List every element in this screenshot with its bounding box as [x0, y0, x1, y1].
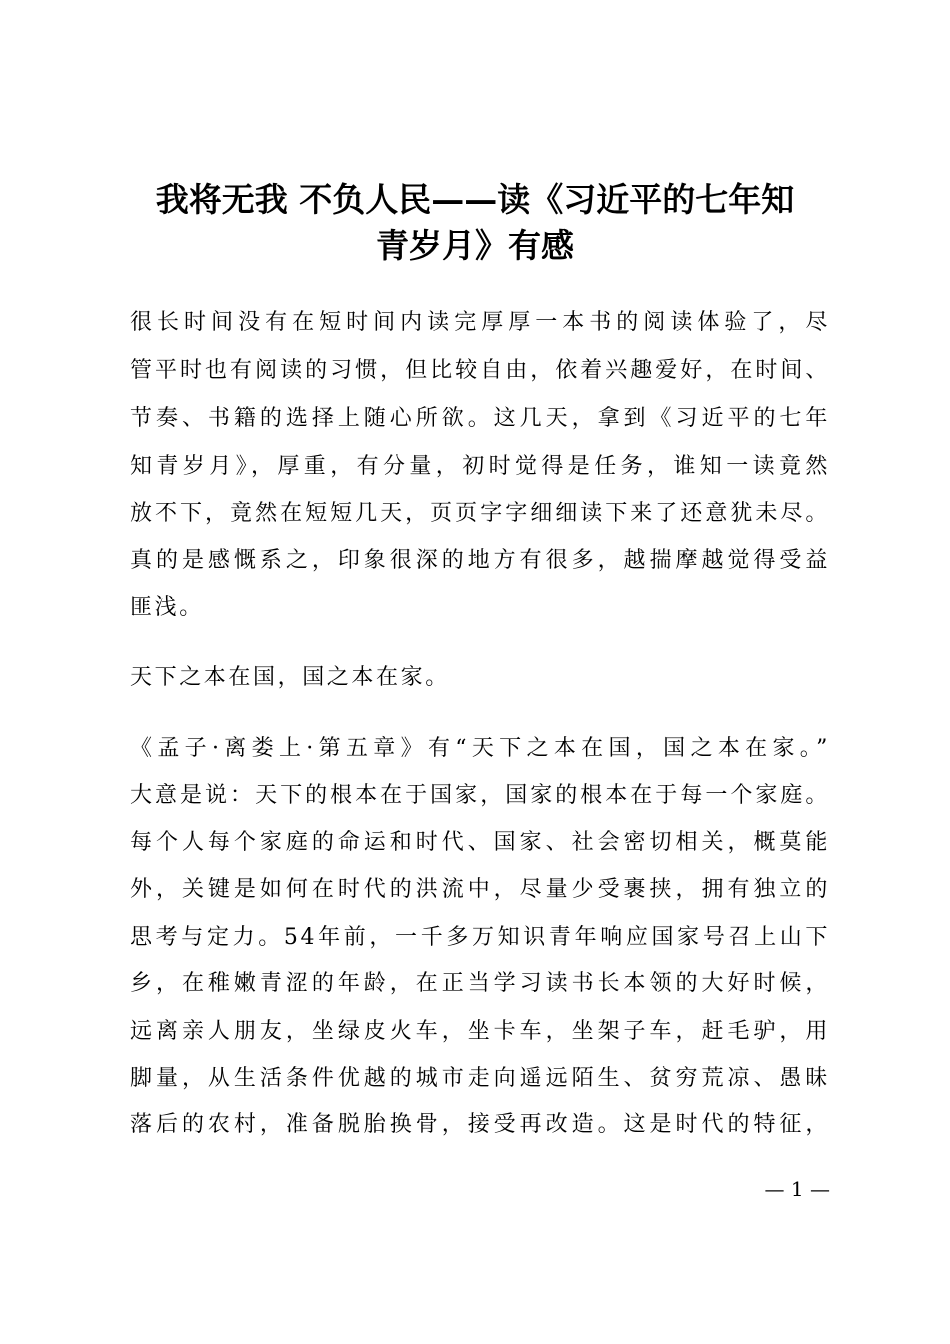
paragraph-1-line: 匪浅。: [130, 595, 204, 620]
paragraph-3-line: 思考与定力。54年前，一千多万知识青年响应国家号召上山下: [130, 925, 830, 950]
paragraph-3-line: 远离亲人朋友，坐绿皮火车，坐卡车，坐架子车，赶毛驴，用: [130, 1019, 830, 1044]
page-number: — 1 —: [764, 1177, 830, 1201]
paragraph-1-line: 放不下，竟然在短短几天，页页字字细细读下来了还意犹未尽。: [130, 501, 830, 526]
paragraph-3-line: 脚量，从生活条件优越的城市走向遥远陌生、贫穷荒凉、愚昧: [130, 1066, 830, 1091]
paragraph-3-line: 《孟子·离娄上·第五章》有“天下之本在国，国之本在家。”: [130, 736, 830, 761]
paragraph-1-line: 很长时间没有在短时间内读完厚厚一本书的阅读体验了，尽: [130, 310, 830, 335]
paragraph-2: 天下之本在国，国之本在家。: [130, 665, 450, 690]
paragraph-1-line: 节奏、书籍的选择上随心所欲。这几天，拿到《习近平的七年: [130, 406, 830, 431]
document-title-line-1: 我将无我 不负人民——读《习近平的七年知: [155, 180, 795, 219]
paragraph-3-line: 大意是说：天下的根本在于国家，国家的根本在于每一个家庭。: [130, 783, 830, 808]
paragraph-3-line: 乡，在稚嫩青涩的年龄，在正当学习读书长本领的大好时候，: [130, 971, 830, 996]
paragraph-1-line: 真的是感慨系之，印象很深的地方有很多，越揣摩越觉得受益: [130, 548, 830, 573]
paragraph-3-line: 落后的农村，准备脱胎换骨，接受再改造。这是时代的特征，: [130, 1112, 830, 1137]
paragraph-3-line: 每个人每个家庭的命运和时代、国家、社会密切相关，概莫能: [130, 830, 830, 855]
paragraph-1-line: 知青岁月》，厚重，有分量，初时觉得是任务，谁知一读竟然: [130, 454, 830, 479]
paragraph-3-line: 外，关键是如何在时代的洪流中，尽量少受裹挟，拥有独立的: [130, 877, 830, 902]
document-title-line-2: 青岁月》有感: [376, 226, 574, 265]
paragraph-1-line: 管平时也有阅读的习惯，但比较自由，依着兴趣爱好，在时间、: [130, 358, 830, 383]
